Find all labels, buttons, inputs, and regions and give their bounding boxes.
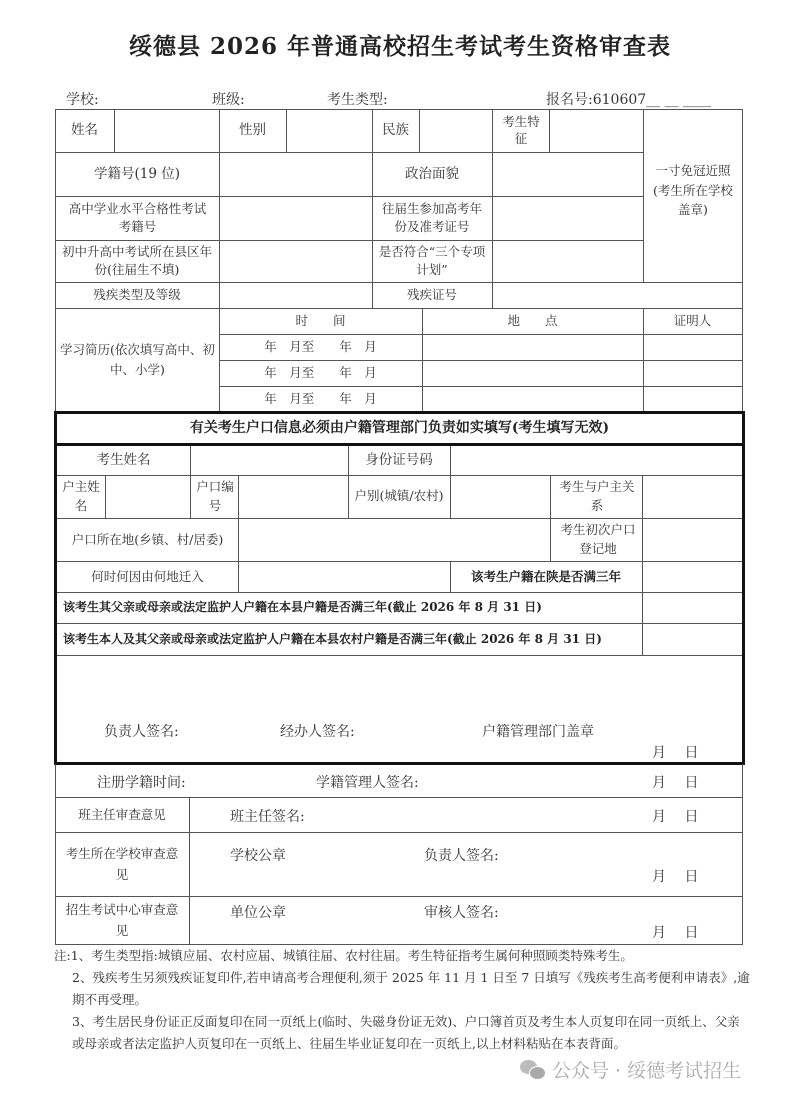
name-field[interactable]	[114, 109, 219, 152]
study-witness-3[interactable]	[643, 386, 742, 412]
disability-cert-label: 残疾证号	[406, 287, 457, 303]
registrar-sign-label: 学籍管理人签名:	[316, 775, 419, 791]
hukou-location-label: 户口所在地(乡镇、村/居委)	[71, 531, 224, 547]
disability-type-field[interactable]	[219, 282, 372, 308]
registration-number-label: 报名号:610607__ __ ____	[546, 92, 712, 108]
three-years-shaanxi-field[interactable]	[642, 561, 742, 592]
relation-label: 考生与户主关系	[559, 479, 635, 513]
moved-in-field[interactable]	[238, 561, 450, 592]
note-1: 注:1、考生类型指:城镇应届、农村应届、城镇往届、农村往届。考生特征指考生属何种照顾类特殊考生。	[54, 948, 633, 963]
ethnicity-field[interactable]	[419, 109, 492, 152]
school-seal-label: 学校公章	[230, 848, 286, 864]
prev-gaokao-field[interactable]	[492, 196, 643, 240]
academic-test-no-label: 高中学业水平合格性考试考籍号	[68, 200, 207, 234]
unit-seal-label: 单位公章	[230, 905, 286, 921]
teacher-sign-label: 班主任签名:	[230, 809, 305, 825]
col-place-header: 地 点	[507, 313, 558, 329]
student-id-label: 学籍号(19 位)	[93, 165, 180, 182]
school-opinion-label: 考生所在学校审查意见	[65, 845, 179, 882]
gender-field[interactable]	[286, 109, 372, 152]
hukou-date: 月 日	[652, 745, 699, 761]
hukou-type-field[interactable]	[450, 475, 550, 518]
id-number-field[interactable]	[450, 446, 742, 475]
parents-county-field[interactable]	[642, 592, 742, 623]
feature-label: 考生特征	[502, 113, 540, 146]
study-witness-2[interactable]	[643, 360, 742, 386]
hukou-no-field[interactable]	[238, 475, 348, 518]
center-date: 月 日	[652, 925, 699, 941]
study-time-3[interactable]: 年 月至 年 月	[264, 391, 377, 407]
hukou-location-field[interactable]	[238, 518, 550, 561]
school-label: 学校:	[66, 92, 99, 108]
note-2: 2、残疾考生另须残疾证复印件,若申请高考合理便利,须于 2025 年 11 月 1 日至 7 日填写《残疾考生高考便利申请表》,逾期不再受理。	[72, 970, 750, 1007]
gender-label: 性别	[239, 122, 266, 139]
teacher-date: 月 日	[652, 809, 699, 825]
student-type-label: 考生类型:	[327, 92, 388, 108]
first-registration-label: 考生初次户口登记地	[560, 522, 636, 556]
hukou-banner: 有关考生户口信息必须由户籍管理部门负责如实填写(考生填写无效)	[189, 419, 610, 436]
academic-test-no-field[interactable]	[219, 196, 372, 240]
three-plans-label: 是否符合“三个专项计划”	[378, 243, 486, 277]
feature-field[interactable]	[549, 109, 643, 152]
col-time-header: 时 间	[295, 313, 346, 329]
teacher-opinion-label: 班主任审查意见	[78, 806, 166, 822]
note-3: 3、考生居民身份证正反面复印在同一页纸上(临时、失磁身份证无效)、户口簿首页及考生本人页复印在同一页纸上、父亲或母亲或者法定监护人页复印在一页纸上、往届生毕业证复印在一页纸上,以上材料粘贴在本表背面。	[72, 1014, 740, 1051]
hukou-no-label: 户口编号	[196, 479, 234, 513]
study-witness-1[interactable]	[643, 334, 742, 360]
class-label: 班级:	[212, 92, 245, 108]
three-plans-field[interactable]	[492, 240, 643, 282]
hukou-student-name-field[interactable]	[190, 446, 348, 475]
zhongkao-county-field[interactable]	[219, 240, 372, 282]
dept-seal-label: 户籍管理部门盖章	[482, 724, 594, 740]
watermark-text: 公众号 · 绥德考试招生	[552, 1060, 742, 1082]
rural-county-field[interactable]	[642, 623, 742, 655]
householder-name-label: 户主姓名	[62, 479, 100, 513]
study-place-1[interactable]	[422, 334, 643, 360]
ethnicity-label: 民族	[382, 122, 409, 139]
col-witness-header: 证明人	[673, 313, 712, 329]
center-opinion-label: 招生考试中心审查意见	[65, 901, 179, 938]
moved-in-label: 何时何因由何地迁入	[91, 568, 204, 584]
householder-name-field[interactable]	[105, 475, 190, 518]
first-registration-field[interactable]	[642, 518, 742, 561]
study-history-label: 学习简历(依次填写高中、初中、小学)	[60, 342, 215, 377]
form-title: 绥德县 2026 年普通高校招生考试考生资格审查表	[128, 33, 672, 60]
relation-field[interactable]	[642, 475, 742, 518]
school-principal-sign-label: 负责人签名:	[424, 848, 499, 864]
study-place-2[interactable]	[422, 360, 643, 386]
watermark	[520, 1056, 741, 1083]
study-time-2[interactable]: 年 月至 年 月	[264, 365, 377, 381]
registrar-date: 月 日	[652, 775, 699, 791]
zhongkao-county-label: 初中升高中考试所在县区年份(往届生不填)	[61, 243, 212, 277]
handler-sign-label: 经办人签名:	[280, 724, 355, 740]
hukou-type-label: 户别(城镇/农村)	[354, 488, 444, 504]
parents-county-label: 该考生其父亲或母亲或法定监护人户籍在本县户籍是否满三年(截止 2026 年 8 月 31 日)	[63, 600, 542, 615]
three-years-shaanxi-label: 该考生户籍在陕是否满三年	[470, 568, 621, 584]
photo-area: 一寸免冠近照(考生所在学校盖章)	[653, 163, 733, 218]
principal-sign-label: 负责人签名:	[104, 724, 179, 740]
political-label: 政治面貌	[405, 165, 459, 182]
student-id-field[interactable]	[219, 152, 372, 196]
reg-time-label: 注册学籍时间:	[97, 775, 186, 791]
school-date: 月 日	[652, 869, 699, 885]
study-place-3[interactable]	[422, 386, 643, 412]
id-number-label: 身份证号码	[365, 452, 433, 469]
name-label: 姓名	[71, 122, 98, 139]
wechat-icon	[520, 1060, 546, 1080]
prev-gaokao-label: 往届生参加高考年份及准考证号	[381, 200, 482, 234]
political-field[interactable]	[492, 152, 643, 196]
disability-type-label: 残疾类型及等级	[93, 287, 181, 303]
reviewer-sign-label: 审核人签名:	[424, 905, 499, 921]
disability-cert-field[interactable]	[492, 282, 742, 308]
rural-county-label: 该考生本人及其父亲或母亲或法定监护人户籍在本县农村户籍是否满三年(截止 2026 年 8 月 31 日)	[63, 631, 602, 646]
hukou-student-name-label: 考生姓名	[96, 452, 151, 469]
study-time-1[interactable]: 年 月至 年 月	[264, 339, 377, 355]
